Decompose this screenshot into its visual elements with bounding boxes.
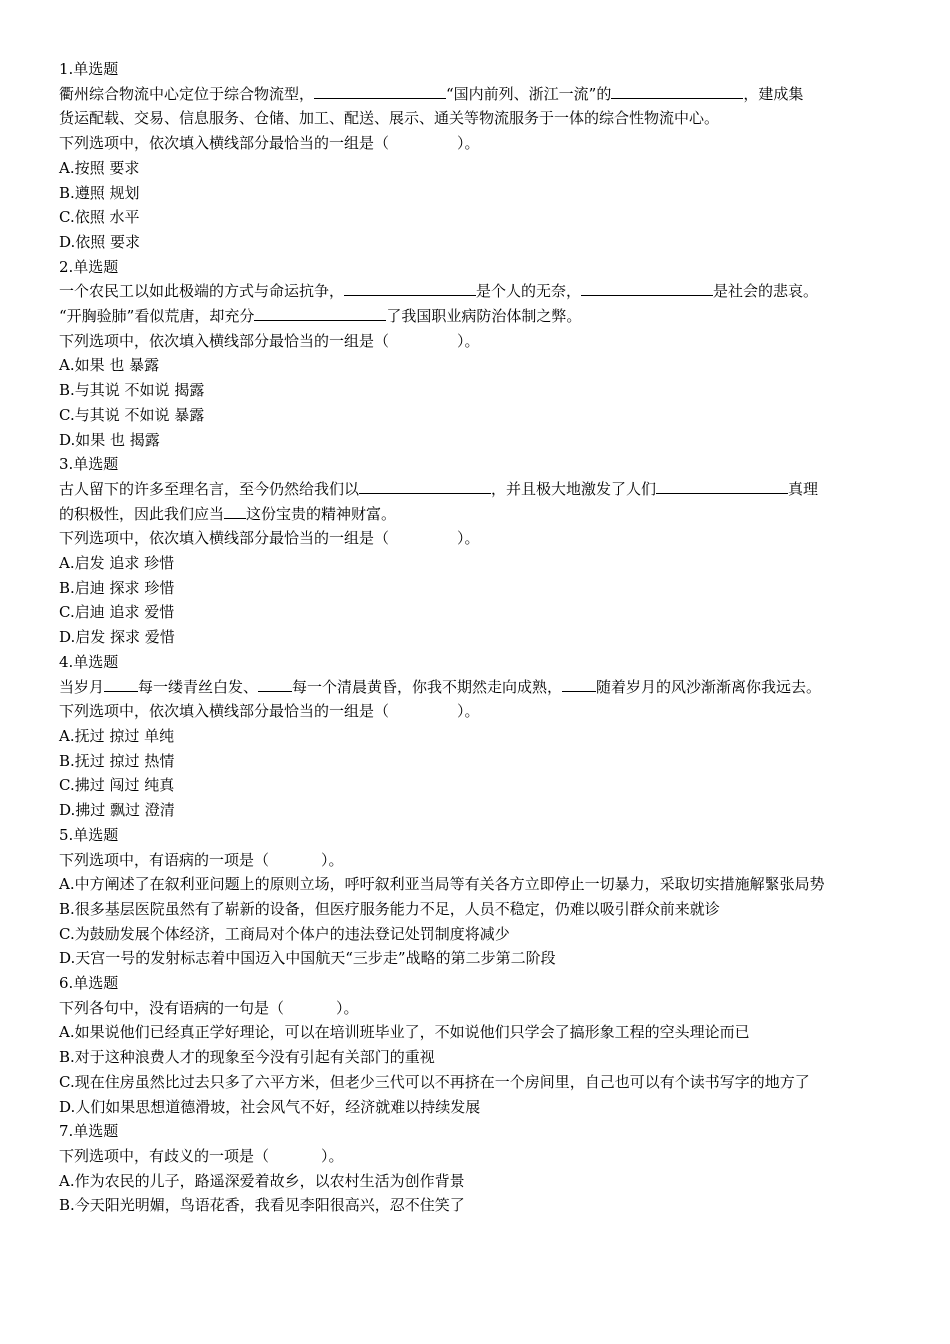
- q4-header: 4.单选题: [59, 652, 119, 671]
- answer-blank: [656, 478, 788, 494]
- q1-prompt: 下列选项中，依次填入横线部分最恰当的一组是（ ）。: [59, 134, 480, 153]
- q2-stem-cont: “开胸验肺”看似荒唐，却充分 了我国职业病防治体制之弊。: [59, 307, 582, 326]
- q5-option-c: C.为鼓励发展个体经济，工商局对个体户的违法登记处罚制度将减少: [59, 924, 510, 943]
- q2-stem: 一个农民工以如此极端的方式与命运抗争， 是个人的无奈， 是社会的悲哀。: [59, 282, 819, 301]
- q6-prompt: 下列各句中，没有语病的一句是（ ）。: [59, 998, 359, 1017]
- answer-blank: [581, 280, 713, 296]
- question-document: [59, 57, 891, 1218]
- q1-stem: 衢州综合物流中心定位于综合物流型， “国内前列、浙江一流”的 ，建成集: [59, 84, 804, 103]
- q5-prompt: 下列选项中，有语病的一项是（ ）。: [59, 850, 344, 869]
- q6-option-a: A.如果说他们已经真正学好理论，可以在培训班毕业了，不如说他们只学会了搞形象工程的空头理论而已: [59, 1023, 750, 1042]
- q4-option-b: B.抚过 掠过 热情: [59, 751, 175, 770]
- q4-option-d: D.拂过 飘过 澄清: [59, 801, 175, 820]
- q7-prompt: 下列选项中，有歧义的一项是（ ）。: [59, 1146, 344, 1165]
- answer-blank: [254, 305, 386, 321]
- q6-option-c: C.现在住房虽然比过去只多了六平方米，但老少三代可以不再挤在一个房间里，自己也可以有个读书写字的地方了: [59, 1072, 810, 1091]
- answer-blank: [611, 83, 743, 99]
- q5-option-a: A.中方阐述了在叙利亚问题上的原则立场，呼吁叙利亚当局等有关各方立即停止一切暴力，采取切实措施解緊张局势: [59, 875, 825, 894]
- q2-option-c: C.与其说 不如说 暴露: [59, 405, 205, 424]
- q6-option-b: B.对于这种浪费人才的现象至今没有引起有关部门的重视: [59, 1048, 435, 1067]
- answer-blank: [258, 676, 292, 692]
- answer-blank: [359, 478, 491, 494]
- q1-header: 1.单选题: [59, 60, 119, 78]
- q2-prompt: 下列选项中，依次填入横线部分最恰当的一组是（ ）。: [59, 331, 480, 350]
- q1-option-b: B.遵照 规划: [59, 183, 140, 202]
- q2-header: 2.单选题: [59, 257, 119, 276]
- q3-option-b: B.启迪 探求 珍惜: [59, 578, 175, 597]
- q7-header: 7.单选题: [59, 1122, 119, 1141]
- q1-option-a: A.按照 要求: [59, 158, 140, 177]
- q5-option-b: B.很多基层医院虽然有了崭新的设备，但医疗服务能力不足，人员不稳定，仍难以吸引群众前来就诊: [59, 899, 720, 918]
- answer-blank: [562, 676, 596, 692]
- q3-prompt: 下列选项中，依次填入横线部分最恰当的一组是（ ）。: [59, 529, 480, 548]
- q2-option-d: D.如果 也 揭露: [59, 430, 160, 449]
- q1-stem-cont: 货运配载、交易、信息服务、仓储、加工、配送、展示、通关等物流服务于一体的综合性物流中心。: [59, 109, 720, 128]
- q6-option-d: D.人们如果思想道德滑坡，社会风气不好，经济就难以持续发展: [59, 1097, 481, 1116]
- q4-option-c: C.拂过 闯过 纯真: [59, 776, 175, 795]
- q3-stem-cont: 的积极性，因此我们应当 这份宝贵的精神财富。: [59, 504, 397, 523]
- q4-option-a: A.抚过 掠过 单纯: [59, 726, 175, 745]
- answer-blank: [344, 280, 476, 296]
- q1-option-c: C.依照 水平: [59, 208, 140, 227]
- q2-option-a: A.如果 也 暴露: [59, 356, 160, 375]
- q3-stem: 古人留下的许多至理名言，至今仍然给我们以 ，并且极大地激发了人们 真理: [59, 479, 819, 498]
- q1-option-d: D.依照 要求: [59, 232, 141, 251]
- q4-stem: 当岁月 每一缕青丝白发、 每一个清晨黄昏，你我不期然走向成熟， 随着岁月的风沙渐渐离你我远去。: [59, 677, 822, 696]
- q3-option-c: C.启迪 追求 爱惜: [59, 603, 175, 622]
- q7-option-b: B.今天阳光明媚，鸟语花香，我看见李阳很高兴，忍不住笑了: [59, 1196, 465, 1215]
- q7-option-a: A.作为农民的儿子，路遥深爱着故乡，以农村生活为创作背景: [59, 1171, 465, 1190]
- q3-header: 3.单选题: [59, 455, 119, 474]
- answer-blank: [314, 83, 446, 99]
- answer-blank: [104, 676, 138, 692]
- q4-prompt: 下列选项中，依次填入横线部分最恰当的一组是（ ）。: [59, 702, 480, 721]
- q3-option-a: A.启发 追求 珍惜: [59, 554, 175, 573]
- q5-option-d: D.天宫一号的发射标志着中国迈入中国航天“三步走”战略的第二步第二阶段: [59, 949, 556, 968]
- q5-header: 5.单选题: [59, 825, 119, 844]
- answer-blank: [224, 503, 246, 519]
- q6-header: 6.单选题: [59, 974, 119, 993]
- q2-option-b: B.与其说 不如说 揭露: [59, 381, 205, 400]
- q3-option-d: D.启发 探求 爱惜: [59, 628, 175, 647]
